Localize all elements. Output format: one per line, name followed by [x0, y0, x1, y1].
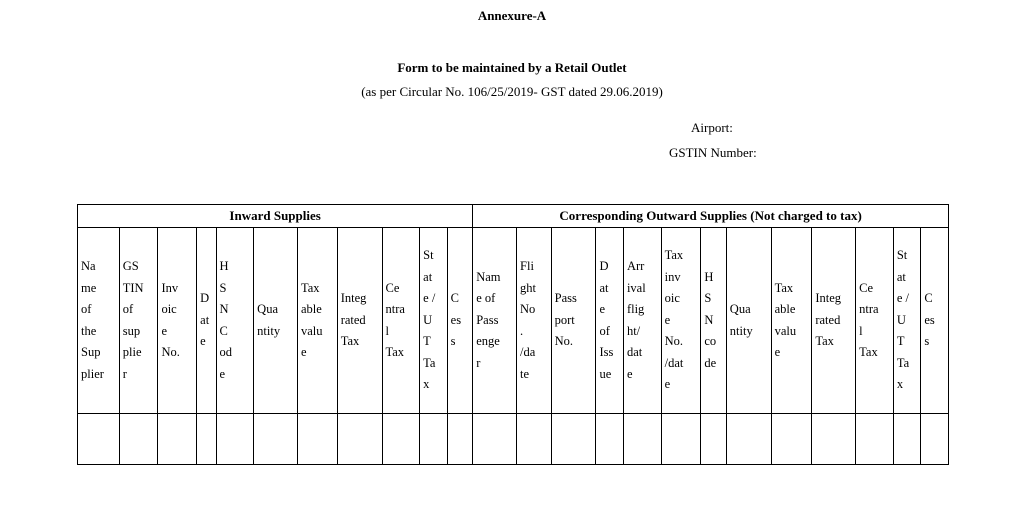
inward-supplies-header: Inward Supplies [78, 205, 473, 228]
empty-cell [447, 414, 473, 465]
empty-cell [517, 414, 552, 465]
form-subtitle: (as per Circular No. 106/25/2019- GST dated 29.06.2019) [361, 84, 663, 99]
form-title: Form to be maintained by a Retail Outlet [397, 60, 627, 75]
empty-cell [254, 414, 298, 465]
empty-cell [119, 414, 158, 465]
col-flight-no-date: Fli ght No . /da te [517, 228, 552, 414]
col-state-ut-tax: St at e / U T Ta x [420, 228, 448, 414]
col-central-tax: Ce ntra l Tax [382, 228, 420, 414]
empty-cell [812, 414, 856, 465]
empty-cell [337, 414, 382, 465]
empty-cell [661, 414, 701, 465]
col-arrival-flight-date: Arr ival flig ht/ dat e [623, 228, 661, 414]
col-tax-invoice-no-date: Tax inv oic e No. /dat e [661, 228, 701, 414]
col-cess: C es s [447, 228, 473, 414]
col-passport-no: Pass port No. [551, 228, 596, 414]
group-header-row [78, 205, 949, 228]
col-invoice-no: Inv oic e No. [158, 228, 197, 414]
gstin-label: GSTIN Number: [669, 145, 757, 160]
empty-cell [893, 414, 921, 465]
col-taxable-value-outward: Tax able valu e [771, 228, 812, 414]
empty-cell [420, 414, 448, 465]
col-quantity-outward: Qua ntity [726, 228, 771, 414]
column-header-row [78, 228, 949, 414]
col-hsn-code: H S N C od e [216, 228, 254, 414]
empty-cell [726, 414, 771, 465]
empty-cell [701, 414, 726, 465]
col-passenger-name: Nam e of Pass enge r [473, 228, 517, 414]
supplies-table [77, 204, 949, 465]
outward-supplies-header: Corresponding Outward Supplies (Not charged to tax) [473, 205, 949, 228]
empty-cell [596, 414, 624, 465]
col-cess-outward: C es s [921, 228, 949, 414]
empty-cell [856, 414, 894, 465]
empty-cell [78, 414, 120, 465]
table-row [78, 414, 949, 465]
empty-cell [297, 414, 337, 465]
annexure-label: Annexure-A [477, 8, 547, 23]
col-gstin: GS TIN of sup plie r [119, 228, 158, 414]
col-hsn-code-outward: H S N co de [701, 228, 726, 414]
col-date: D at e [197, 228, 216, 414]
empty-cell [473, 414, 517, 465]
empty-cell [158, 414, 197, 465]
col-integrated-tax-outward: Integ rated Tax [812, 228, 856, 414]
col-state-ut-tax-outward: St at e / U T Ta x [893, 228, 921, 414]
empty-cell [771, 414, 812, 465]
airport-label: Airport: [691, 120, 733, 135]
empty-cell [551, 414, 596, 465]
col-date-of-issue: D at e of Iss ue [596, 228, 624, 414]
col-supplier-name: Na me of the Sup plier [78, 228, 120, 414]
col-quantity: Qua ntity [254, 228, 298, 414]
empty-cell [216, 414, 254, 465]
empty-cell [623, 414, 661, 465]
col-integrated-tax: Integ rated Tax [337, 228, 382, 414]
empty-cell [921, 414, 949, 465]
col-taxable-value: Tax able valu e [297, 228, 337, 414]
col-central-tax-outward: Ce ntra l Tax [856, 228, 894, 414]
empty-cell [197, 414, 216, 465]
empty-cell [382, 414, 420, 465]
